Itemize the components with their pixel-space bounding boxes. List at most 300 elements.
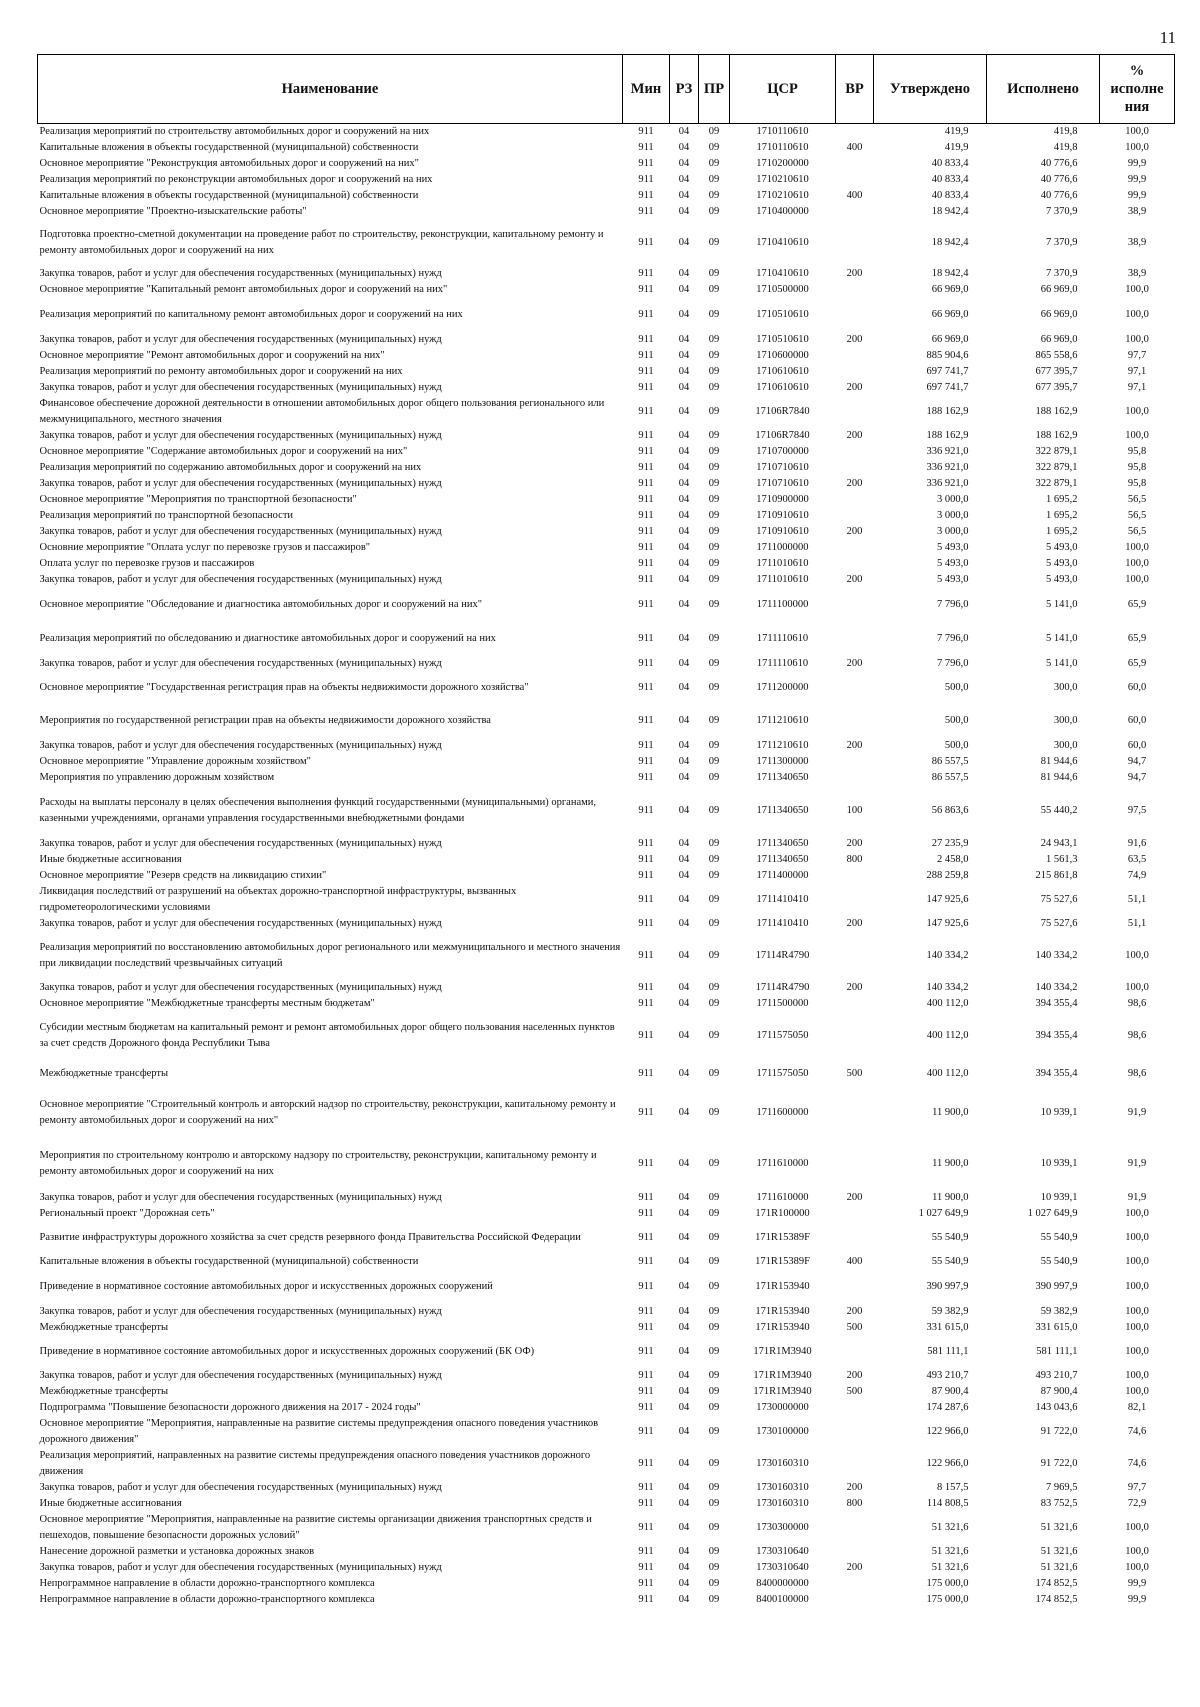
cell-name: Основное мероприятие "Государственная регистрация прав на объекты недвижимости дорожного хозяйства" [39,682,529,693]
cell-name: Реализация мероприятий по восстановлению автомобильных дорог регионального или межмуниципального и местного значения при ликвидации последствий чрезвычайных ситуаций [39,942,621,969]
cell-name: Закупка товаров, работ и услуг для обеспечения государственных (муниципальных) нужд [39,1306,442,1317]
cell-csr: 1710210610 [756,190,809,201]
cell-name: Межбюджетные трансферты [39,1322,169,1333]
cell-vr: 500 [846,1386,863,1397]
cell-rz: 04 [678,1030,690,1041]
cell-min: 911 [638,1522,654,1533]
cell-csr: 1730160310 [756,1498,809,1509]
cell-percent: 100,0 [1125,1306,1149,1317]
cell-name: Закупка товаров, работ и услуг для обеспечения государственных (муниципальных) нужд [39,1370,442,1381]
cell-csr: 1711340650 [756,854,809,865]
cell-vr: 200 [846,982,863,993]
table-row [38,672,1175,704]
cell-executed: 419,8 [1053,142,1078,153]
cell-csr: 1710610610 [756,366,809,377]
cell-approved: 87 900,4 [931,1386,969,1397]
cell-executed: 55 540,9 [1040,1256,1078,1267]
cell-executed: 55 440,2 [1040,805,1078,816]
cell-min: 911 [638,494,654,505]
cell-approved: 40 833,4 [931,158,969,169]
cell-csr: 1710510610 [756,334,809,345]
cell-csr: 171R153940 [755,1322,810,1333]
cell-name: Основное мероприятие "Управление дорожным хозяйством" [39,756,311,767]
cell-executed: 215 861,8 [1035,870,1078,881]
cell-percent: 98,6 [1127,1068,1147,1079]
cell-rz: 04 [678,599,690,610]
cell-name: Подготовка проектно-сметной документации на проведение работ по строительству, реконструкции, капитальному ремонту и ремонту автомобильных дорог и сооружений на них [39,229,604,256]
cell-rz: 04 [678,894,690,905]
cell-approved: 18 942,4 [931,206,969,217]
table-row [38,508,1175,524]
cell-percent: 95,8 [1127,478,1147,489]
cell-approved: 419,9 [874,124,987,141]
cell-min: 911 [638,309,654,320]
cell-csr: 171R15389F [755,1256,810,1267]
cell-name: Мероприятия по строительному контролю и авторскому надзору по строительству, реконструкции, капитальному ремонту и ремонту автомобильных дорог и сооружений на них [39,1150,597,1177]
col-header-rz: РЗ [670,55,699,124]
cell-vr: 800 [846,1498,863,1509]
cell-min: 911 [638,838,654,849]
table-row [38,1384,1175,1400]
cell-csr: 171R100000 [755,1208,810,1219]
cell-min: 911 [638,1578,654,1589]
cell-percent: 56,5 [1127,510,1147,521]
cell-executed: 1 695,2 [1046,526,1078,537]
cell-percent: 97,1 [1127,366,1147,377]
cell-approved: 147 925,6 [926,894,969,905]
cell-vr [836,492,874,508]
cell-rz: 04 [678,1522,690,1533]
cell-min: 911 [638,237,654,248]
cell-executed: 5 493,0 [1046,542,1078,553]
cell-csr: 1710500000 [756,284,809,295]
cell-name: Реализация мероприятий по транспортной безопасности [39,510,294,521]
table-row [38,868,1175,884]
table-row [38,1512,1175,1544]
cell-csr: 1711300000 [756,756,809,767]
cell-approved: 66 969,0 [931,334,969,345]
cell-pr: 09 [708,894,720,905]
cell-executed: 40 776,6 [1040,174,1078,185]
cell-vr [836,508,874,524]
cell-executed: 1 695,2 [1046,510,1078,521]
table-row [38,298,1175,332]
cell-name: Основное мероприятие "Мероприятия по транспортной безопасности" [39,494,357,505]
cell-pr: 09 [708,526,720,537]
cell-rz: 04 [678,1322,690,1333]
cell-pr: 09 [708,998,720,1009]
cell-approved: 122 966,0 [926,1458,969,1469]
cell-name: Подпрограмма "Повышение безопасности дорожного движения на 2017 - 2024 годы" [39,1402,421,1413]
cell-vr: 200 [846,838,863,849]
cell-vr [836,704,874,738]
cell-name: Закупка товаров, работ и услуг для обеспечения государственных (муниципальных) нужд [39,574,442,585]
table-row [38,1560,1175,1576]
cell-rz: 04 [678,1426,690,1437]
cell-vr [836,770,874,786]
cell-name: Закупка товаров, работ и услуг для обеспечения государственных (муниципальных) нужд [39,918,442,929]
cell-approved: 40 833,4 [931,174,969,185]
cell-rz: 04 [678,1346,690,1357]
cell-percent: 95,8 [1127,462,1147,473]
cell-pr: 09 [708,268,720,279]
cell-vr [836,220,874,266]
table-row [38,444,1175,460]
cell-min: 911 [638,1192,654,1203]
cell-approved: 86 557,5 [931,772,969,783]
cell-executed: 51 321,6 [1040,1562,1078,1573]
cell-percent: 56,5 [1127,526,1147,537]
table-row [38,1480,1175,1496]
cell-approved: 11 900,0 [932,1192,969,1203]
cell-name: Непрограммное направление в области дорожно-транспортного комплекса [39,1578,375,1589]
cell-name: Основное мероприятие "Содержание автомобильных дорог и сооружений на них" [39,446,408,457]
cell-executed: 75 527,6 [1040,918,1078,929]
table-row [38,884,1175,916]
cell-vr: 100 [846,805,863,816]
cell-rz: 04 [678,174,690,185]
table-row [38,1576,1175,1592]
cell-rz: 04 [678,510,690,521]
cell-pr: 09 [708,870,720,881]
cell-min: 911 [623,124,670,141]
cell-rz: 04 [678,1562,690,1573]
cell-pr: 09 [708,1578,720,1589]
cell-percent: 100,0 [1125,1386,1149,1397]
cell-vr [836,204,874,220]
cell-min: 911 [638,1232,654,1243]
cell-pr: 09 [708,633,720,644]
cell-csr: 1711600000 [756,1107,809,1118]
cell-percent: 38,9 [1127,268,1147,279]
cell-min: 911 [638,1386,654,1397]
cell-vr [836,156,874,172]
cell-approved: 147 925,6 [926,918,969,929]
cell-min: 911 [638,805,654,816]
cell-pr: 09 [708,174,720,185]
cell-vr [836,1206,874,1222]
cell-approved: 40 833,4 [931,190,969,201]
cell-name: Закупка товаров, работ и услуг для обеспечения государственных (муниципальных) нужд [39,838,442,849]
cell-min: 911 [638,190,654,201]
cell-percent: 100,0 [1125,1256,1149,1267]
cell-pr: 09 [708,1107,720,1118]
cell-name: Основное мероприятие "Резерв средств на ликвидацию стихии" [39,870,327,881]
cell-min: 911 [638,950,654,961]
cell-percent: 65,9 [1127,633,1147,644]
cell-executed: 7 969,5 [1046,1482,1078,1493]
cell-min: 911 [638,366,654,377]
cell-csr: 17114R4790 [755,982,810,993]
cell-vr [836,124,874,141]
cell-approved: 55 540,9 [931,1256,969,1267]
cell-csr: 171R153940 [755,1306,810,1317]
cell-pr: 09 [708,838,720,849]
cell-name: Закупка товаров, работ и услуг для обеспечения государственных (муниципальных) нужд [39,1192,442,1203]
cell-min: 911 [638,854,654,865]
cell-rz: 04 [678,382,690,393]
cell-csr: 1711210610 [756,715,809,726]
table-row [38,364,1175,380]
cell-percent: 91,6 [1127,838,1147,849]
table-row [38,476,1175,492]
cell-rz: 04 [678,1458,690,1469]
cell-approved: 51 321,6 [931,1562,969,1573]
table-row [38,124,1175,141]
cell-vr [836,932,874,980]
cell-name: Межбюджетные трансферты [39,1386,169,1397]
cell-executed: 1 027 649,9 [1027,1208,1078,1219]
cell-name: Приведение в нормативное состояние автомобильных дорог и искусственных дорожных сооружений (БК ОФ) [39,1346,535,1357]
cell-vr [836,754,874,770]
table-row [38,572,1175,588]
cell-min: 911 [638,1030,654,1041]
cell-percent: 100,0 [1125,982,1149,993]
cell-vr: 400 [846,142,863,153]
cell-vr [836,1576,874,1592]
cell-min: 911 [638,1068,654,1079]
table-row [38,656,1175,672]
cell-csr: 1711410410 [756,918,809,929]
table-row [38,1206,1175,1222]
cell-approved: 581 111,1 [927,1346,969,1357]
cell-vr: 200 [846,1370,863,1381]
cell-min: 911 [638,382,654,393]
cell-rz: 04 [678,1068,690,1079]
cell-percent: 65,9 [1127,599,1147,610]
col-header-csr: ЦСР [730,55,836,124]
cell-rz: 04 [678,715,690,726]
cell-vr: 200 [846,740,863,751]
cell-csr: 8400100000 [756,1594,809,1605]
cell-vr [836,1592,874,1608]
cell-pr: 09 [708,142,720,153]
cell-min: 911 [638,158,654,169]
cell-approved: 419,9 [944,142,969,153]
cell-min: 911 [638,558,654,569]
cell-rz: 04 [678,574,690,585]
table-row [38,156,1175,172]
table-row [38,770,1175,786]
cell-percent: 60,0 [1127,682,1147,693]
cell-pr: 09 [708,309,720,320]
cell-approved: 400 112,0 [926,998,969,1009]
cell-name: Иные бюджетные ассигнования [39,1498,182,1509]
cell-pr: 09 [708,950,720,961]
cell-name: Реализация мероприятий по ремонту автомобильных дорог и сооружений на них [39,366,403,377]
cell-rz: 04 [678,268,690,279]
table-body [38,124,1175,1609]
cell-csr: 1711010610 [756,574,809,585]
cell-executed: 394 355,4 [1035,1068,1078,1079]
cell-pr: 09 [708,1322,720,1333]
cell-name: Основное мероприятие "Ремонт автомобильных дорог и сооружений на них" [39,350,385,361]
cell-name: Закупка товаров, работ и услуг для обеспечения государственных (муниципальных) нужд [39,334,442,345]
cell-percent: 97,5 [1127,805,1147,816]
cell-rz: 04 [678,366,690,377]
table-row [38,380,1175,396]
cell-name: Основное мероприятие "Капитальный ремонт автомобильных дорог и сооружений на них" [39,284,448,295]
cell-csr: 1711200000 [756,682,809,693]
table-row [38,1336,1175,1368]
cell-pr: 09 [708,510,720,521]
cell-approved: 5 493,0 [937,574,969,585]
cell-csr: 17106R7840 [755,406,810,417]
cell-vr [836,348,874,364]
cell-rz: 04 [678,870,690,881]
cell-name: Основное мероприятие "Мероприятия, направленные на развитие системы организации движения транспортных средств и пешеходов, повышение безопасности дорожных условий" [39,1514,592,1541]
cell-executed: 5 141,0 [1046,599,1078,610]
cell-executed: 91 722,0 [1040,1426,1078,1437]
cell-approved: 175 000,0 [926,1578,969,1589]
table-row [38,1496,1175,1512]
cell-pr: 09 [708,1158,720,1169]
cell-executed: 394 355,4 [1035,1030,1078,1041]
cell-executed: 81 944,6 [1040,756,1078,767]
col-header-name: Наименование [38,55,623,124]
cell-executed: 322 879,1 [1035,462,1078,473]
cell-name: Основное мероприятие "Мероприятия, направленные на развитие системы предупреждения опасного поведения участников дорожного движения" [39,1418,599,1445]
cell-executed: 300,0 [1053,682,1078,693]
cell-vr [836,1416,874,1448]
cell-min: 911 [638,918,654,929]
cell-percent: 99,9 [1127,158,1147,169]
cell-rz: 04 [678,918,690,929]
cell-csr: 1710110610 [756,142,809,153]
cell-pr: 09 [708,1256,720,1267]
cell-percent: 100,0 [1125,406,1149,417]
cell-approved: 188 162,9 [926,430,969,441]
cell-rz: 04 [678,950,690,961]
cell-csr: 1711610000 [756,1158,809,1169]
cell-executed: 865 558,6 [1035,350,1078,361]
cell-min: 911 [638,1562,654,1573]
cell-executed: 7 370,9 [1046,206,1078,217]
table-row [38,556,1175,572]
cell-min: 911 [638,1594,654,1605]
cell-percent: 97,1 [1127,382,1147,393]
table-row [38,460,1175,476]
cell-name: Закупка товаров, работ и услуг для обеспечения государственных (муниципальных) нужд [39,982,442,993]
cell-name: Реализация мероприятий по строительству автомобильных дорог и сооружений на них [38,124,623,141]
table-row [38,524,1175,540]
cell-vr [836,172,874,188]
cell-approved: 697 741,7 [926,382,969,393]
cell-pr: 09 [708,1232,720,1243]
cell-csr: 1710410610 [756,268,809,279]
cell-executed: 5 493,0 [1046,558,1078,569]
cell-approved: 8 157,5 [937,1482,969,1493]
cell-csr: 1711410410 [756,894,809,905]
cell-rz: 04 [678,838,690,849]
cell-rz: 04 [678,558,690,569]
cell-name: Закупка товаров, работ и услуг для обеспечения государственных (муниципальных) нужд [39,382,442,393]
cell-percent: 98,6 [1127,998,1147,1009]
cell-min: 911 [638,1256,654,1267]
cell-rz: 04 [678,998,690,1009]
cell-rz: 04 [678,756,690,767]
cell-rz: 04 [678,350,690,361]
cell-executed: 331 615,0 [1035,1322,1078,1333]
table-row [38,348,1175,364]
cell-executed: 1 695,2 [1046,494,1078,505]
cell-vr: 500 [846,1322,863,1333]
cell-rz: 04 [678,633,690,644]
cell-executed: 5 493,0 [1046,574,1078,585]
cell-percent: 100,0 [1125,430,1149,441]
table-row [38,1400,1175,1416]
cell-percent: 72,9 [1127,1498,1147,1509]
cell-approved: 114 808,5 [926,1498,969,1509]
cell-executed: 66 969,0 [1040,284,1078,295]
cell-approved: 336 921,0 [926,478,969,489]
cell-vr: 200 [846,526,863,537]
cell-approved: 500,0 [944,740,969,751]
cell-executed: 581 111,1 [1036,1346,1078,1357]
cell-approved: 11 900,0 [932,1107,969,1118]
cell-pr: 09 [708,805,720,816]
cell-rz: 04 [678,1107,690,1118]
cell-rz: 04 [678,1256,690,1267]
table-row [38,1088,1175,1138]
cell-name: Оплата услуг по перевозке грузов и пассажиров [39,558,255,569]
cell-executed: 174 852,5 [1035,1578,1078,1589]
cell-approved: 140 334,2 [926,982,969,993]
cell-percent: 99,9 [1127,1594,1147,1605]
cell-percent: 91,9 [1127,1107,1147,1118]
cell-name: Мероприятия по государственной регистрации прав на объекты недвижимости дорожного хозяйства [39,715,491,726]
cell-approved: 55 540,9 [931,1232,969,1243]
cell-csr: 1710910610 [756,526,809,537]
cell-percent: 100,0 [1125,1232,1149,1243]
cell-executed: 1 561,3 [1046,854,1078,865]
cell-percent: 100,0 [1125,1562,1149,1573]
budget-execution-table [37,54,1175,1608]
cell-csr: 1711340650 [756,805,809,816]
cell-rz: 04 [678,478,690,489]
cell-pr: 09 [708,1192,720,1203]
cell-percent: 99,9 [1127,174,1147,185]
cell-csr: 1711575050 [756,1068,809,1079]
cell-min: 911 [638,633,654,644]
cell-pr: 09 [708,350,720,361]
cell-pr: 09 [708,494,720,505]
cell-vr: 200 [846,334,863,345]
cell-rz: 04 [678,237,690,248]
cell-rz: 04 [678,1594,690,1605]
cell-percent: 51,1 [1127,918,1147,929]
table-row [38,1138,1175,1190]
cell-approved: 175 000,0 [926,1594,969,1605]
cell-approved: 56 863,6 [931,805,969,816]
cell-pr: 09 [708,158,720,169]
cell-rz: 04 [678,462,690,473]
cell-name: Финансовое обеспечение дорожной деятельности в отношении автомобильных дорог общего пользования регионального или межмуниципального, местного значения [39,398,605,425]
cell-csr: 1711010610 [756,558,809,569]
cell-approved: 3 000,0 [937,526,969,537]
table-row [38,1254,1175,1270]
cell-vr: 200 [846,918,863,929]
cell-rz: 04 [678,1370,690,1381]
cell-approved: 500,0 [944,715,969,726]
table-row [38,622,1175,656]
cell-csr: 1711110610 [756,658,809,669]
cell-name: Капитальные вложения в объекты государственной (муниципальной) собственности [39,190,419,201]
cell-pr: 09 [708,478,720,489]
cell-pr: 09 [708,1562,720,1573]
cell-executed: 300,0 [1053,740,1078,751]
table-row [38,428,1175,444]
